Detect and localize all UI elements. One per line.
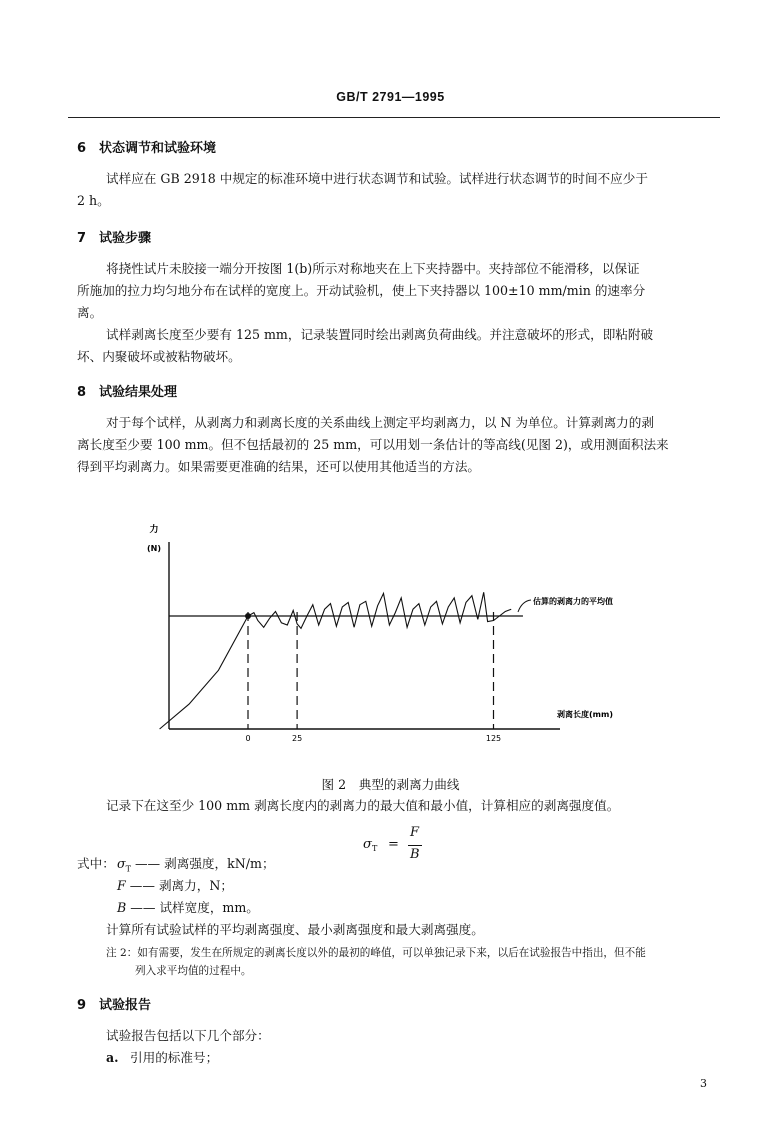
- average-line-label: 估算的剥离力的平均值: [533, 597, 613, 606]
- section-7-line-5: 坏、内聚破坏或被粘物破坏。: [77, 349, 241, 364]
- where-line-1-subscript: T: [125, 864, 131, 874]
- formula-sigma: σ: [363, 837, 372, 852]
- section-7-line-3: 离。: [77, 305, 103, 320]
- section-8-line-1: 对于每个试样，从剥离力和剥离长度的关系曲线上测定平均剥离力，以 N 为单位。计算剥离力的剥: [106, 415, 654, 430]
- section-8-heading: 8 试验结果处理: [77, 385, 178, 400]
- peel-force-curve: [160, 592, 512, 729]
- note-2-line-2: 列入求平均值的过程中。: [135, 965, 252, 977]
- section-6-line-2: 2 h。: [77, 193, 110, 208]
- section-9-intro: 试验报告包括以下几个部分：: [106, 1028, 270, 1043]
- page-number: 3: [700, 1077, 707, 1090]
- where-line-1-symbol: σ: [117, 856, 126, 871]
- formula-fraction-bar: [408, 845, 422, 846]
- y-axis-label: 力: [149, 525, 159, 535]
- where-line-2-text: —— 剥离力，N；: [125, 878, 233, 893]
- where-line-3-text: —— 试样宽度，mm。: [126, 900, 259, 915]
- section-7-line-2: 所施加的拉力均匀地分布在试样的宽度上。开动试验机，使上下夹持器以 100±10 mm/min 的速率分: [77, 283, 646, 298]
- note-2-line-1: 注 2：如有需要，发生在所规定的剥离长度以外的最初的峰值，可以单独记录下来，以后在试验报告中指出，但不能: [106, 947, 646, 959]
- section-9-heading: 9 试验报告: [77, 998, 152, 1013]
- average-label-leader: [518, 600, 531, 612]
- figure-caption: 图 2 典型的剥离力曲线: [321, 777, 460, 792]
- where-lead: 式中：: [77, 856, 115, 871]
- formula-numerator: F: [410, 825, 420, 840]
- where-line-2-symbol: F: [117, 878, 126, 893]
- page-header: GB/T 2791—1995: [336, 90, 445, 104]
- section-7-line-1: 将挠性试片未胶接一端分开按图 1(b)所示对称地夹在上下夹持器中。夹持部位不能滑移，以保证: [106, 261, 640, 276]
- section-7-line-4: 试样剥离长度至少要有 125 mm，记录装置同时绘出剥离负荷曲线。并注意破坏的形式，即粘附破: [106, 327, 654, 342]
- where-line-3-symbol: B: [117, 900, 127, 915]
- x-tick-label-125: 125: [485, 734, 502, 743]
- section-6-heading: 6 状态调节和试验环境: [77, 141, 217, 156]
- formula-sigma-sub: T: [372, 844, 378, 853]
- y-axis-unit: (N): [146, 544, 162, 553]
- item-a-label: a.: [106, 1050, 119, 1065]
- section-8-line-3: 得到平均剥离力。如果需要更准确的结果，还可以使用其他适当的方法。: [77, 459, 480, 474]
- section-8-line-2: 离长度至少要 100 mm。但不包括最初的 25 mm，可以用划一条估计的等高线(见图 2)，或用测面积法来: [77, 437, 669, 452]
- x-tick-label-0: 0: [245, 734, 251, 743]
- record-instruction: 记录下在这至少 100 mm 剥离长度内的剥离力的最大值和最小值，计算相应的剥离强度值。: [106, 798, 620, 813]
- section-7-heading: 7 试验步骤: [77, 231, 152, 246]
- where-line-1-text: —— 剥离强度，kN/m；: [130, 856, 275, 871]
- where-line-3: [117, 897, 259, 919]
- calc-instruction: 计算所有试验试样的平均剥离强度、最小剥离强度和最大剥离强度。: [106, 922, 484, 937]
- item-a-text: 引用的标准号；: [130, 1050, 219, 1065]
- formula-denominator: B: [410, 847, 420, 862]
- section-6-line-1: 试样应在 GB 2918 中规定的标准环境中进行状态调节和试验。试样进行状态调节的时间不应少于: [106, 171, 648, 186]
- x-tick-label-25: 25: [292, 734, 303, 743]
- x-axis-label: 剥离长度(mm): [557, 710, 613, 719]
- where-line-2: [117, 875, 233, 897]
- formula-equals: =: [388, 837, 399, 852]
